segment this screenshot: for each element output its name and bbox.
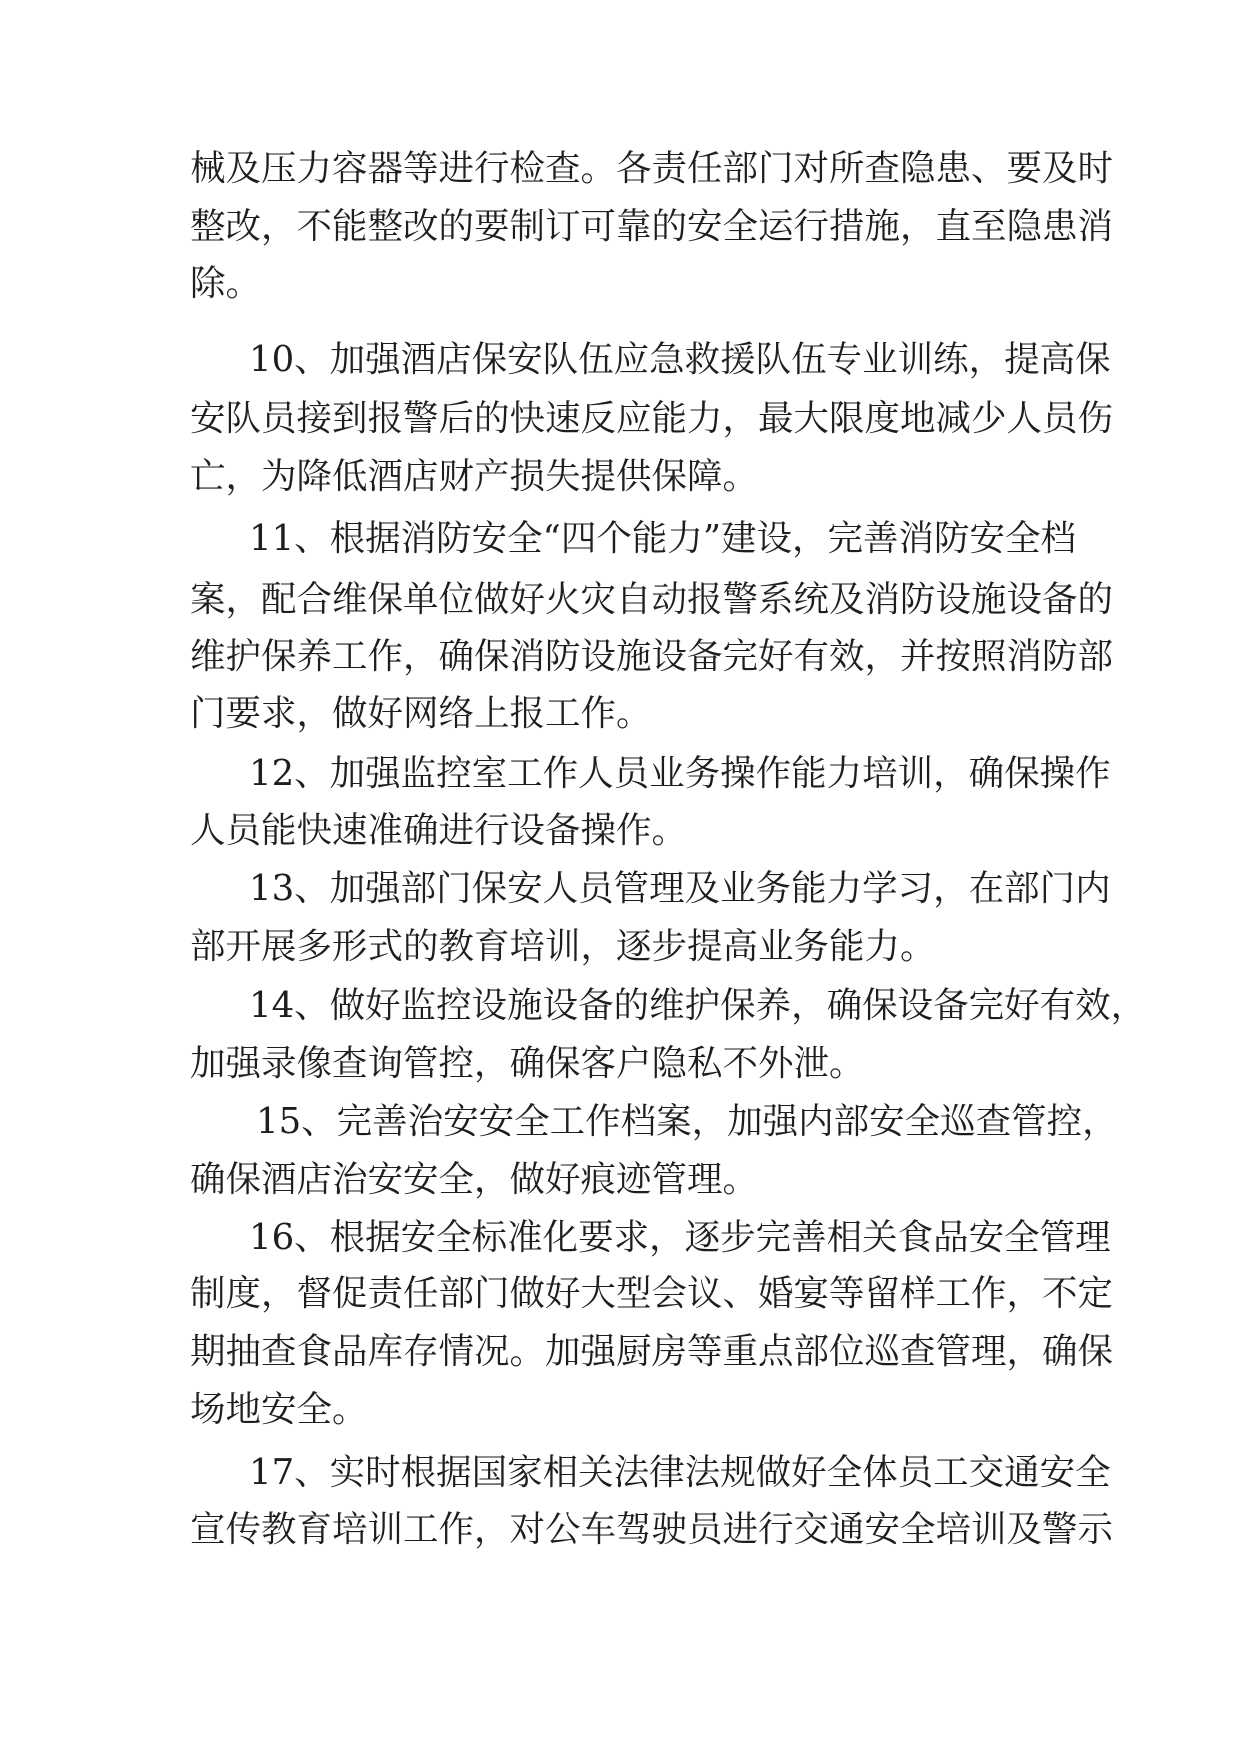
text-line: 部开展多形式的教育培训，逐步提高业务能力。 <box>190 926 936 967</box>
text-line: 安队员接到报警后的快速反应能力，最大限度地减少人员伤 <box>190 398 1114 439</box>
text-line: 16、根据安全标准化要求，逐步完善相关食品安全管理 <box>249 1217 1111 1258</box>
text-line: 12、加强监控室工作人员业务操作能力培训，确保操作 <box>249 753 1111 794</box>
text-line: 除。 <box>190 263 262 304</box>
text-line: 13、加强部门保安人员管理及业务能力学习，在部门内 <box>249 868 1111 909</box>
text-line: 加强录像查询管控，确保客户隐私不外泄。 <box>190 1043 865 1084</box>
text-line: 整改，不能整改的要制订可靠的安全运行措施，直至隐患消 <box>190 206 1114 247</box>
text-line: 14、做好监控设施设备的维护保养，确保设备完好有效， <box>249 985 1147 1026</box>
text-line: 期抽查食品库存情况。加强厨房等重点部位巡查管理，确保 <box>190 1331 1114 1372</box>
text-line: 案，配合维保单位做好火灾自动报警系统及消防设施设备的 <box>190 579 1114 620</box>
text-line: 10、加强酒店保安队伍应急救援队伍专业训练，提高保 <box>249 339 1111 380</box>
text-line: 场地安全。 <box>190 1389 368 1430</box>
text-line: 械及压力容器等进行检查。各责任部门对所查隐患、要及时 <box>190 148 1114 189</box>
text-line: 确保酒店治安安全，做好痕迹管理。 <box>190 1159 759 1200</box>
text-line: 制度，督促责任部门做好大型会议、婚宴等留样工作，不定 <box>190 1273 1114 1314</box>
text-line: 17、实时根据国家相关法律法规做好全体员工交通安全 <box>249 1452 1111 1493</box>
text-line: 亡，为降低酒店财产损失提供保障。 <box>190 456 759 497</box>
text-line: 15、完善治安安全工作档案，加强内部安全巡查管控， <box>256 1101 1118 1142</box>
text-line: 11、根据消防安全“四个能力”建设，完善消防安全档 <box>249 518 1076 559</box>
text-line: 维护保养工作，确保消防设施设备完好有效，并按照消防部 <box>190 636 1114 677</box>
text-line: 人员能快速准确进行设备操作。 <box>190 810 688 851</box>
text-line: 宣传教育培训工作，对公车驾驶员进行交通安全培训及警示 <box>190 1509 1114 1550</box>
text-line: 门要求，做好网络上报工作。 <box>190 693 652 734</box>
